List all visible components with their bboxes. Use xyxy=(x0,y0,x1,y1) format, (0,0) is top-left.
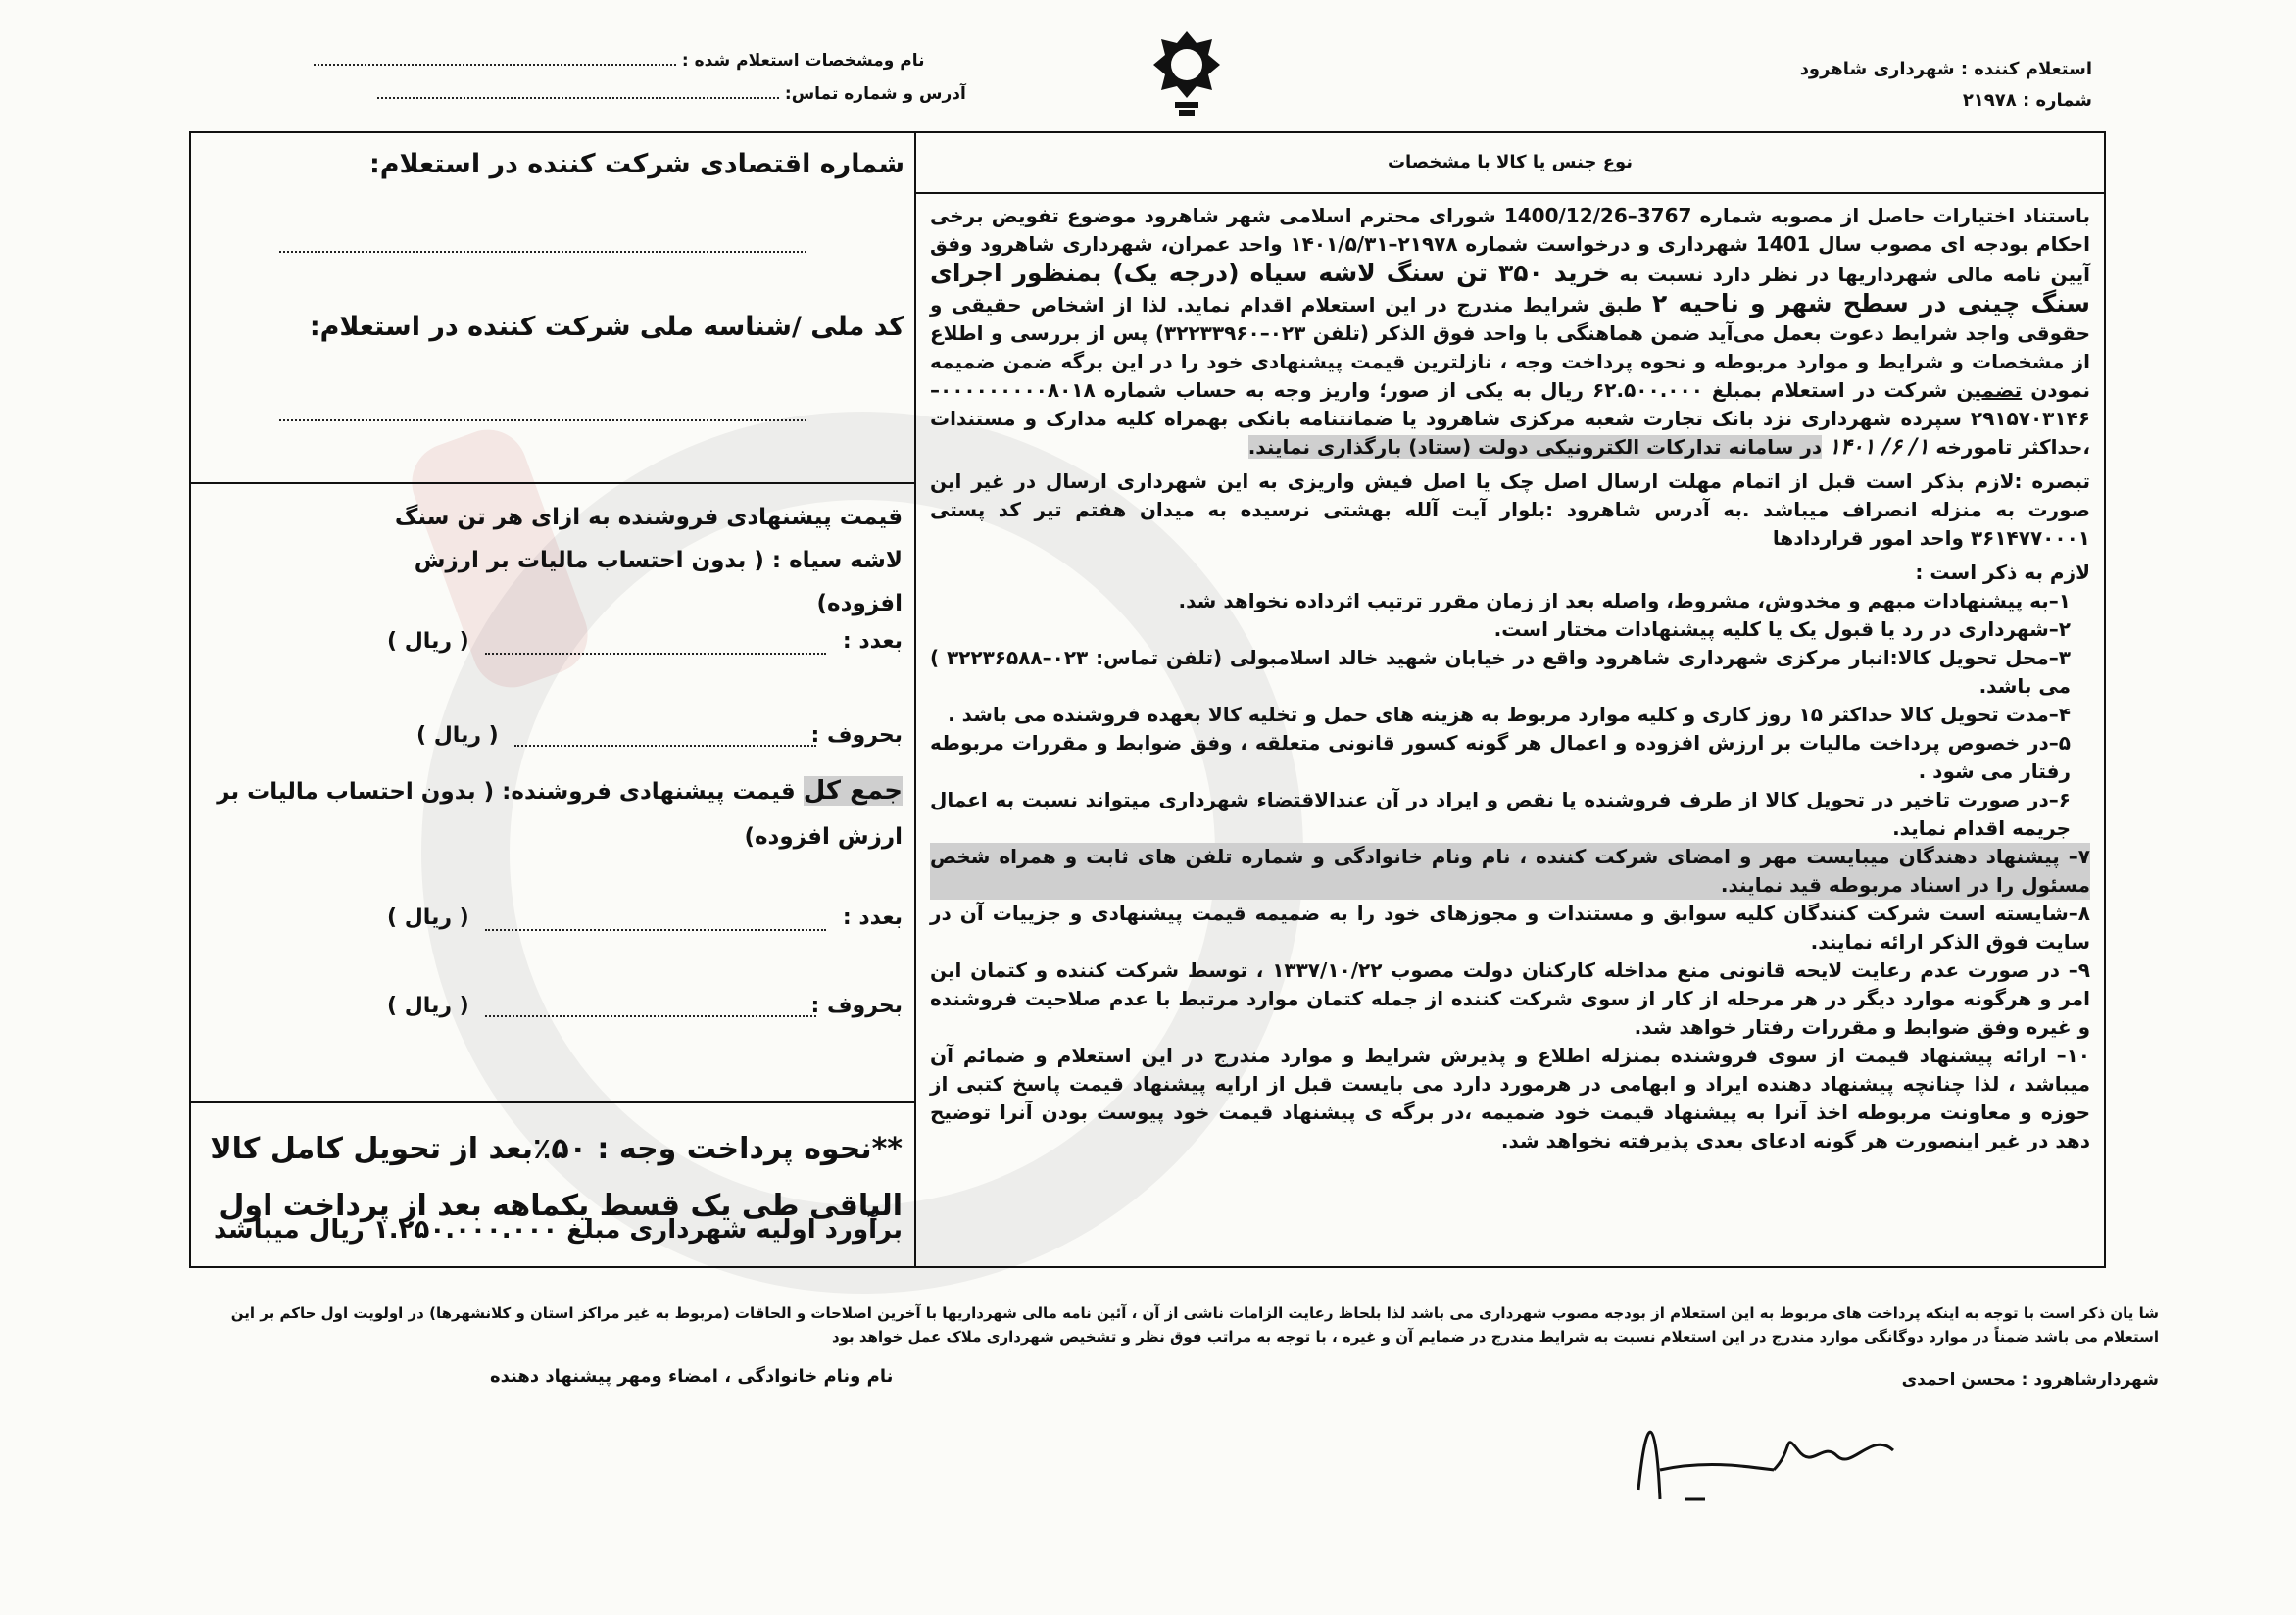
payment-terms: **نحوه پرداخت وجه : ۵۰٪بعد از تحویل کامل کالا الباقی طی یک قسط یکماهه بعد از پرداخت اول xyxy=(210,1132,903,1223)
condition-item-5: ۵–در خصوص پرداخت مالیات بر ارزش افزوده و اعمال هر گونه کسور قانونی متعلقه ، وفق ضوابط و مقررات مربوطه رفتار می شود . xyxy=(930,731,2071,783)
inquired-name-text: نام ومشخصات استعلام شده : xyxy=(681,51,925,71)
unit-price-words-field[interactable] xyxy=(514,743,816,747)
mayor-label: شهردارشاهرود : محسن احمدی xyxy=(1901,1370,2159,1390)
total-numeric-rial: ( ریال ) xyxy=(387,905,469,930)
inquired-name-label xyxy=(314,51,925,71)
condition-item-4: ۴–مدت تحویل کالا حداکثر ۱۵ روز کاری و کلیه موارد مربوط به هزینه های حمل و تخلیه کالا بعهده فروشنده می باشد . xyxy=(948,703,2071,726)
specifications-box xyxy=(914,131,2106,1268)
intro-paragraph xyxy=(930,202,2090,462)
intro-text-d: در سامانه تدارکات الکترونیکی دولت (ستاد) بارگذاری نمایند. xyxy=(1247,435,1823,459)
unit-price-numeric-rial: ( ریال ) xyxy=(387,629,469,654)
total-price-title xyxy=(203,768,903,859)
intro-purchase-subject: خرید ۳۵۰ تن سنگ لاشه سیاه (درجه یک) بمنظور اجرای سنگ چینی در سطح شهر و ناحیه ۲ xyxy=(930,259,2090,318)
condition-item-1: ۱–به پیشنهادات مبهم و مخدوش، مشروط، واصله بعد از زمان مقرر ترتیب اثرداده نخواهد شد. xyxy=(1178,589,2071,612)
deadline-date: ۱/ ۶/ ۱۴۰۱ xyxy=(1829,435,1930,460)
bidder-ids-section xyxy=(191,133,914,484)
total-words-rial: ( ریال ) xyxy=(387,994,469,1018)
address-dots xyxy=(377,95,779,99)
specifications-title: نوع جنس یا کالا با مشخصات xyxy=(916,133,2104,194)
economic-code-field[interactable] xyxy=(279,249,806,253)
total-numeric-field[interactable] xyxy=(485,927,826,931)
total-numeric-label: بعدد : xyxy=(842,905,903,930)
national-id-field[interactable] xyxy=(279,417,806,421)
condition-item-6: ۶–در صورت تاخیر در تحویل کالا از طرف فروشنده یا نقص و ایراد در آن عندالاقتضاء شهرداری میتواند نسبت به اعمال جریمه اقدام نماید. xyxy=(930,788,2071,840)
economic-code-label: شماره اقتصادی شرکت کننده در استعلام: xyxy=(368,149,904,179)
condition-item-7: ۷– پیشنهاد دهندگان میبایست مهر و امضای شرکت کننده ، نام ونام خانوادگی و شماره تلفن های ثابت و همراه شخص مسئول را در اسناد مربوطه قید نمایند. xyxy=(930,843,2090,900)
unit-price-words-label: بحروف : xyxy=(810,723,903,748)
condition-item-9: ۹– در صورت عدم رعایت لایحه قانونی منع مداخله کارکنان دولت مصوب ۱۳۳۷/۱۰/۲۲ ، توسط شرکت کننده و کتمان این امر و هرگونه موارد دیگر در هر مرحله از کار از سوی شرکت کننده از جمله کتمان موارد مرتبط با عدم صلاحیت فروشنده و غیره وفق ضوابط و مقررات رفتار خواهد شد. xyxy=(930,958,2091,1039)
national-id-label: کد ملی /شناسه ملی شرکت کننده در استعلام: xyxy=(309,312,904,342)
intro-text-b: طبق شرایط مندرج در این استعلام اقدام نماید. لذا از اشخاص حقیقی و حقوقی واجد شرایط دعوت بعمل می‌آید ضمن هماهنگی با واحد فوق الذکر (تلفن ۰۲۳–۳۲۲۳۳۹۶۰) پس از بررسی و اطلاع از مشخصات و شرایط و موارد مربوطه و نحوه پرداخت وجه ، نازلترین قیمت پیشنهادی خود را در این برگه ضمن ضمیمه نمودن xyxy=(930,293,2090,402)
total-words-label: بحروف : xyxy=(810,994,903,1018)
inquirer-label: استعلام کننده : شهرداری شاهرود xyxy=(1799,59,2092,79)
intro-text-a: باستناد اختیارات حاصل از مصوبه شماره 3767–1400/12/26 شورای محترم اسلامی شهر شاهرود موضوع تفویض برخی احکام بودجه ای مصوب سال 1401 شهرداری و درخواست شماره ۲۱۹۷۸–۱۴۰۱/۵/۳۱ واحد عمران، شهرداری شاهرود وفق آیین نامه مالی شهرداریها در نظر دارد نسبت به xyxy=(930,204,2090,286)
required-title: لازم به ذکر است : xyxy=(1915,561,2090,584)
total-words-field[interactable] xyxy=(485,1013,816,1017)
inquired-name-dots xyxy=(314,62,676,66)
mayor-signature xyxy=(1627,1392,1911,1519)
intro-text-c: شرکت در استعلام بمبلغ ۶۲.۵۰۰.۰۰۰ ریال به یکی از صور؛ واریز وجه به حساب شماره ۰۰۰۰۰۰۰۰۰۸۰۱۸–۲۹۱۵۷۰۳۱۴۶ سپرده شهرداری نزد بانک تجارت شعبه مرکزی شاهرود یا ضمانتنامه بانکی بهمراه کلیه مدارک و مستندات ،حداکثر تامورخه xyxy=(930,378,2090,459)
guarantee-word: تضمین xyxy=(1956,378,2023,402)
unit-price-title: قیمت پیشنهادی فروشنده به ازای هر تن سنگ لاشه سیاه : ( بدون احتساب مالیات بر ارزش افزوده) xyxy=(394,505,903,616)
footer-note: شا یان ذکر است با توجه به اینکه پرداخت های مربوط به این استعلام از بودجه مصوب شهرداری می باشد لذا بلحاظ رعایت الزامات ناشی از آن ، آئین نامه مالی شهرداریها با آخرین اصلاحات و الحاقات (مربوط به غیر مراکز استان و کلانشهرها) در اولویت اول حاکم بر این استعلام می باشد ضمناً در موارد دوگانگی موارد مندرج در این استعلام نسبت به شرایط مندرج در ضمایم آن و غیره ، با توجه به مراتب فوق نظر و تشخیص شهرداری ملاک عمل خواهد بود xyxy=(230,1304,2159,1346)
address-label xyxy=(377,84,966,104)
unit-price-numeric-field[interactable] xyxy=(485,651,826,655)
logo xyxy=(1151,29,1222,123)
address-text: آدرس و شماره تماس: xyxy=(784,84,966,104)
condition-item-8: ۸–شایسته است شرکت کنندگان کلیه سوابق و مستندات و مجوزهای خود را به ضمیمه قیمت پیشنهادی و جزییات آن در سایت فوق الذکر ارائه نمایند. xyxy=(930,902,2090,954)
signer-label: نام ونام خانوادگی ، امضاء ومهر پیشنهاد دهنده xyxy=(490,1366,894,1387)
number-label: شماره : ۲۱۹۷۸ xyxy=(1962,90,2092,111)
unit-price-words-rial: ( ریال ) xyxy=(416,723,499,748)
condition-item-2: ۲–شهرداری در رد یا قبول یک یا کلیه پیشنهادات مختار است. xyxy=(1493,617,2071,641)
initial-estimate: برآورد اولیه شهرداری مبلغ ۱.۲۵۰.۰۰۰.۰۰۰ ریال میباشد xyxy=(214,1215,903,1245)
total-title-text: قیمت پیشنهادی فروشنده: ( بدون احتساب مالیات بر ارزش افزوده) xyxy=(217,779,903,850)
note-paragraph: تبصره :لازم بذکر است قبل از اتمام مهلت ارسال اصل چک یا اصل فیش واریزی به این شهرداری ارسال در غیر این صورت به منزله انصراف میباشد .به آدرس شاهرود :بلوار آیت آلله بهشتی نرسیده به میدان هفتم تیر کد پستی ۳۶۱۴۷۷۰۰۰۱ واحد امور قراردادها xyxy=(930,469,2090,550)
specifications-body xyxy=(916,194,2104,1155)
condition-item-3: ۳–محل تحویل کالا:انبار مرکزی شهرداری شاهرود واقع در خیابان شهید خالد اسلامبولی (تلفن تماس: ۰۲۳–۳۲۲۳۶۵۸۸ ) می باشد. xyxy=(930,646,2071,698)
price-section xyxy=(191,484,914,1103)
unit-price-numeric-label: بعدد : xyxy=(842,629,903,654)
bidder-box xyxy=(189,131,916,1268)
condition-item-10: ۱۰– ارائه پیشنهاد قیمت از سوی فروشنده بمنزله اطلاع و پذیرش شرایط و موارد مندرج در این استعلام و ضمائم آن میباشد ، لذا چنانچه پیشنهاد دهنده ایراد و ابهامی در هرمورد دارد می بایست قبل از ارایه پیشنهاد قیمت پاسخ کتبی از حوزه و معاونت مربوطه اخذ آنرا به پیشنهاد قیمت خود ضمیمه ،در برگه ی پیشنهاد قیمت خود پیوست بودن آنرا توضیح دهد در غیر اینصورت هر گونه ادعای بعدی پذیرفته نخواهد شد. xyxy=(930,1044,2090,1152)
total-title-highlight: جمع کل xyxy=(803,776,903,806)
